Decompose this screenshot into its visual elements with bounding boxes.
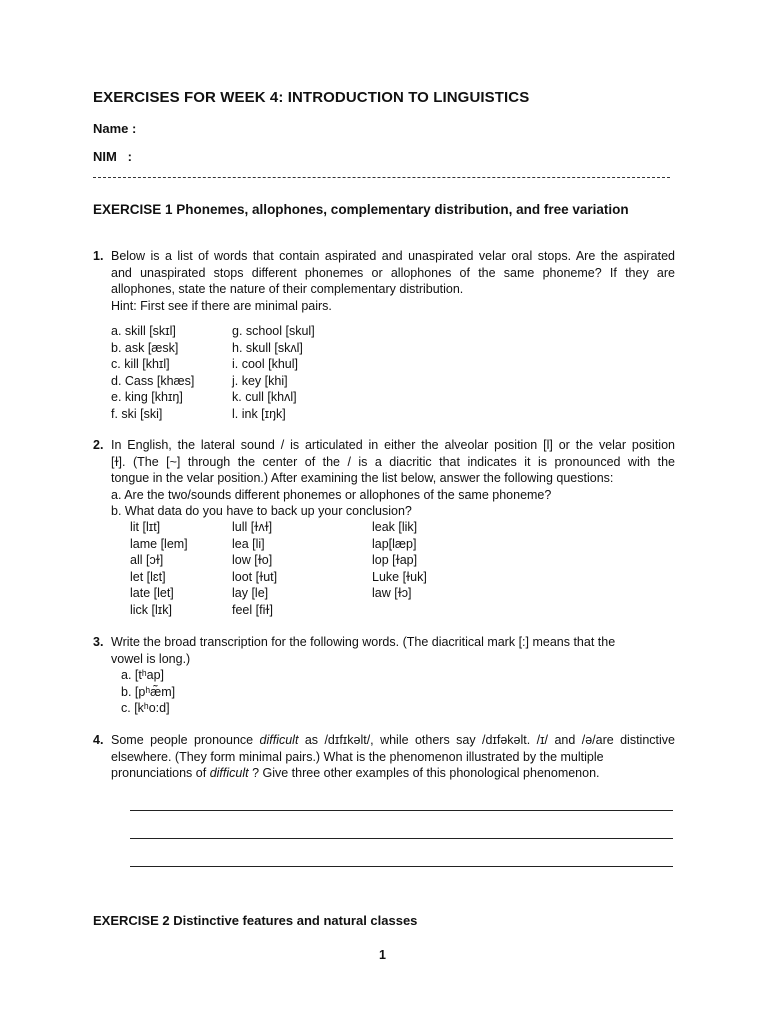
question-text-line: allophones, state the nature of their complementary distribution. [111, 282, 464, 296]
text-run-italic: difficult [259, 733, 299, 747]
word-item: lay [le] [232, 586, 269, 600]
question-text-line: tongue in the velar position.) After examining the list below, answer the following questions: [111, 471, 614, 485]
word-item: d. Cass [khæs] [111, 373, 195, 388]
word-item: loot [ɫut] [232, 569, 278, 584]
word-item: lit [lɪt] [130, 520, 161, 534]
text-run-italic: difficult [209, 766, 249, 780]
answer-line[interactable] [130, 810, 673, 811]
word-item: e. king [khɪŋ] [111, 390, 183, 404]
question-text-line: a. Are the two/sounds different phonemes or allophones of the same phoneme? [111, 487, 552, 502]
exercise2-heading: EXERCISE 2 Distinctive features and natural classes [93, 913, 418, 928]
question-number: 4. [93, 733, 104, 747]
question-text-line: In English, the lateral sound / is articulated in either the alveolar position [l] or the velar position [111, 438, 675, 452]
question-text-line [111, 765, 675, 782]
answer-line[interactable] [130, 838, 673, 839]
word-item: f. ski [ski] [111, 406, 163, 421]
question-3 [93, 634, 675, 667]
transcription-item: b. [pʰæ̃m] [121, 684, 176, 699]
word-item: g. school [skul] [232, 324, 315, 338]
word-item: lick [lɪk] [130, 602, 172, 617]
word-item: let [lɛt] [130, 569, 166, 584]
word-item: lame [lem] [130, 536, 188, 551]
exercise1-heading: EXERCISE 1 Phonemes, allophones, complementary distribution, and free variation [93, 202, 629, 217]
transcription-item: a. [tʰap] [121, 668, 165, 682]
word-item: low [ɫo] [232, 553, 273, 567]
question-text-line: Below is a list of words that contain aspirated and unaspirated velar oral stops. Are the aspirated [111, 249, 675, 263]
question-text-line [111, 732, 675, 749]
transcription-item: c. [kʰo:d] [121, 701, 170, 715]
word-item: lop [ɫap] [372, 553, 418, 567]
question-text-line: Write the broad transcription for the following words. (The diacritical mark [:] means that the [111, 635, 616, 649]
question-text-line: and unaspirated stops different phonemes or allophones of the same phoneme? If they are [111, 265, 675, 280]
question-text-line: b. What data do you have to back up your conclusion? [111, 504, 412, 518]
word-item: leak [lik] [372, 520, 418, 534]
name-label: Name : [93, 121, 137, 136]
word-item: lap[læp] [372, 536, 417, 551]
word-item: lea [li] [232, 536, 265, 551]
word-item: late [let] [130, 586, 174, 600]
question-text-line: elsewhere. (They form minimal pairs.) What is the phenomenon illustrated by the multiple [111, 749, 604, 764]
word-item: lull [ɫʌɫ] [232, 520, 273, 534]
page-number: 1 [379, 948, 386, 962]
text-run: pronunciations of [111, 766, 210, 780]
word-item: a. skill [skɪl] [111, 324, 176, 338]
text-run: ? Give three other examples of this phonological phenomenon. [248, 766, 600, 780]
word-list-1 [111, 323, 411, 422]
question-number: 3. [93, 635, 104, 649]
word-item: j. key [khi] [232, 373, 288, 388]
question-4 [93, 732, 675, 782]
question-text-line: [ɫ]. (The [~] through the center of the / is a diacritic that indicates it is pronounced with the [111, 454, 675, 469]
word-item: l. ink [ɪŋk] [232, 406, 286, 421]
word-item: c. kill [khɪl] [111, 357, 170, 371]
text-run: Some people pronounce [111, 733, 260, 747]
word-item: Luke [ɫuk] [372, 569, 427, 584]
word-item: all [ɔɫ] [130, 553, 164, 567]
question-1 [93, 248, 675, 314]
page-title: EXERCISES FOR WEEK 4: INTRODUCTION TO LINGUISTICS [93, 89, 530, 106]
word-item: k. cull [khʌl] [232, 390, 297, 404]
question-text-line: vowel is long.) [111, 651, 191, 666]
answer-line[interactable] [130, 866, 673, 867]
word-item: law [ɫɔ] [372, 586, 412, 600]
question-number: 1. [93, 249, 104, 263]
question-text-line: Hint: First see if there are minimal pairs. [111, 298, 332, 313]
word-item: h. skull [skʌl] [232, 340, 303, 355]
text-run: as /dɪfɪkəlt/, while others say /dɪfəkəlt. /ɪ/ and /ə/are distinctive [298, 733, 675, 747]
word-list-2 [130, 519, 450, 618]
question-2 [93, 437, 675, 520]
word-item: i. cool [khul] [232, 357, 299, 371]
word-item: b. ask [æsk] [111, 340, 179, 355]
nim-label: NIM : [93, 149, 132, 164]
question-number: 2. [93, 438, 104, 452]
word-item: feel [fiɫ] [232, 602, 273, 617]
separator-line [93, 177, 670, 178]
transcription-items [121, 667, 175, 717]
